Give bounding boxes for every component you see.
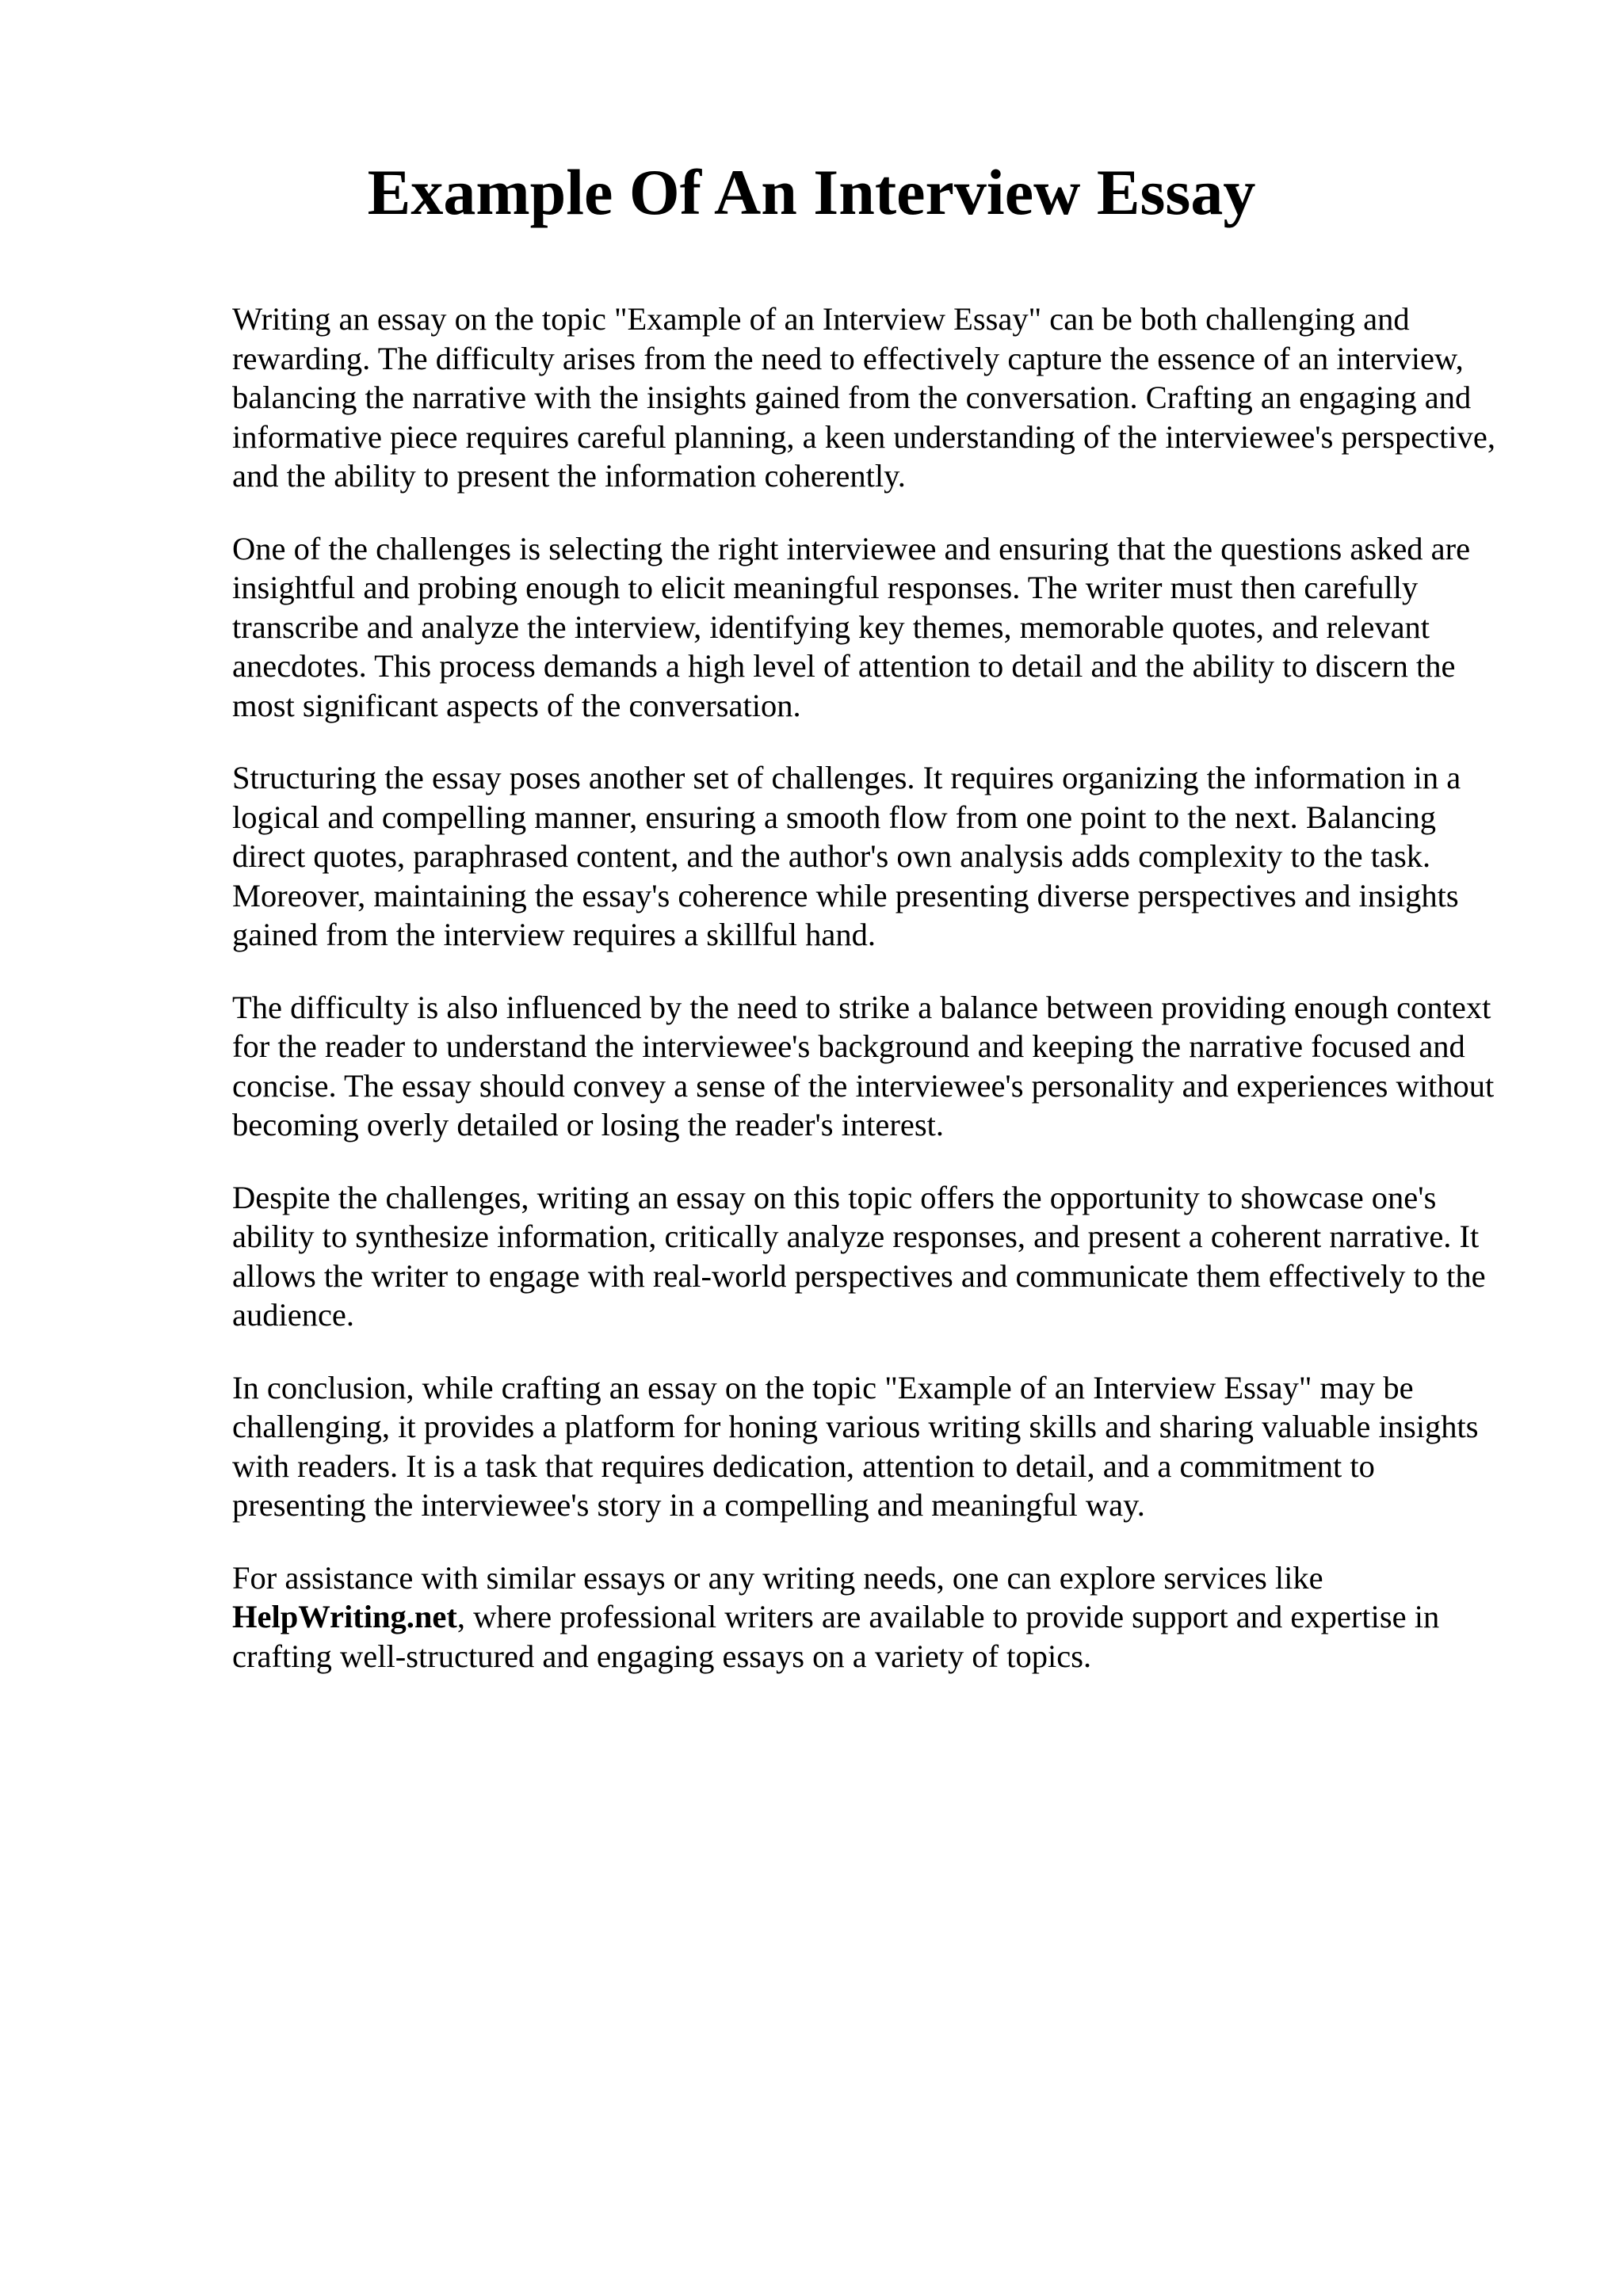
document-body	[232, 299, 1516, 1709]
helpwriting-link[interactable]: HelpWriting.net	[232, 1599, 457, 1634]
document-title: Example Of An Interview Essay	[367, 156, 1256, 228]
closing-text-before: For assistance with similar essays or any writing needs, one can explore services like	[232, 1559, 1323, 1596]
paragraph-5: Despite the challenges, writing an essay on this topic offers the opportunity to showcase one's ability to synthesize information, critically analyze responses, and present a coherent narrative. It allows the writer to engage with real-world perspectives and communicate them effectively to the audience.	[232, 1179, 1486, 1333]
paragraph-3: Structuring the essay poses another set of challenges. It requires organizing the information in a logical and compelling manner, ensuring a smooth flow from one point to the next. Balancing direct quotes, paraphrased content, and the author's own analysis adds complexity to the task. Moreover, maintaining the essay's coherence while presenting diverse perspectives and insights gained from the interview requires a skillful hand.	[232, 760, 1461, 952]
paragraph-2: One of the challenges is selecting the right interviewee and ensuring that the questions asked are insightful and probing enough to elicit meaningful responses. The writer must then carefully transcribe and analyze the interview, identifying key themes, memorable quotes, and relevant anecdotes. This process demands a high level of attention to detail and the ability to discern the most significant aspects of the conversation.	[232, 530, 1471, 723]
closing-paragraph	[232, 1558, 1516, 1676]
paragraph-6: In conclusion, while crafting an essay on the topic "Example of an Interview Essay" may be challenging, it provides a platform for honing various writing skills and sharing valuable insights with readers. It is a task that requires dedication, attention to detail, and a commitment to presenting the interviewee's story in a compelling and meaningful way.	[232, 1369, 1479, 1523]
paragraph-4: The difficulty is also influenced by the need to strike a balance between providing enough context for the reader to understand the interviewee's background and keeping the narrative focused and concise. The essay should convey a sense of the interviewee's personality and experiences without becoming overly detailed or losing the reader's interest.	[232, 989, 1495, 1142]
paragraph-1: Writing an essay on the topic "Example of an Interview Essay" can be both challenging and rewarding. The difficulty arises from the need to effectively capture the essence of an interview, balancing the narrative with the insights gained from the conversation. Crafting an engaging and informative piece requires careful planning, a keen understanding of the interviewee's perspective, and the ability to present the information coherently.	[232, 301, 1496, 494]
closing-text-after: , where professional writers are available to provide support and expertise in crafting well-structured and engaging essays on a variety of topics.	[232, 1599, 1440, 1674]
